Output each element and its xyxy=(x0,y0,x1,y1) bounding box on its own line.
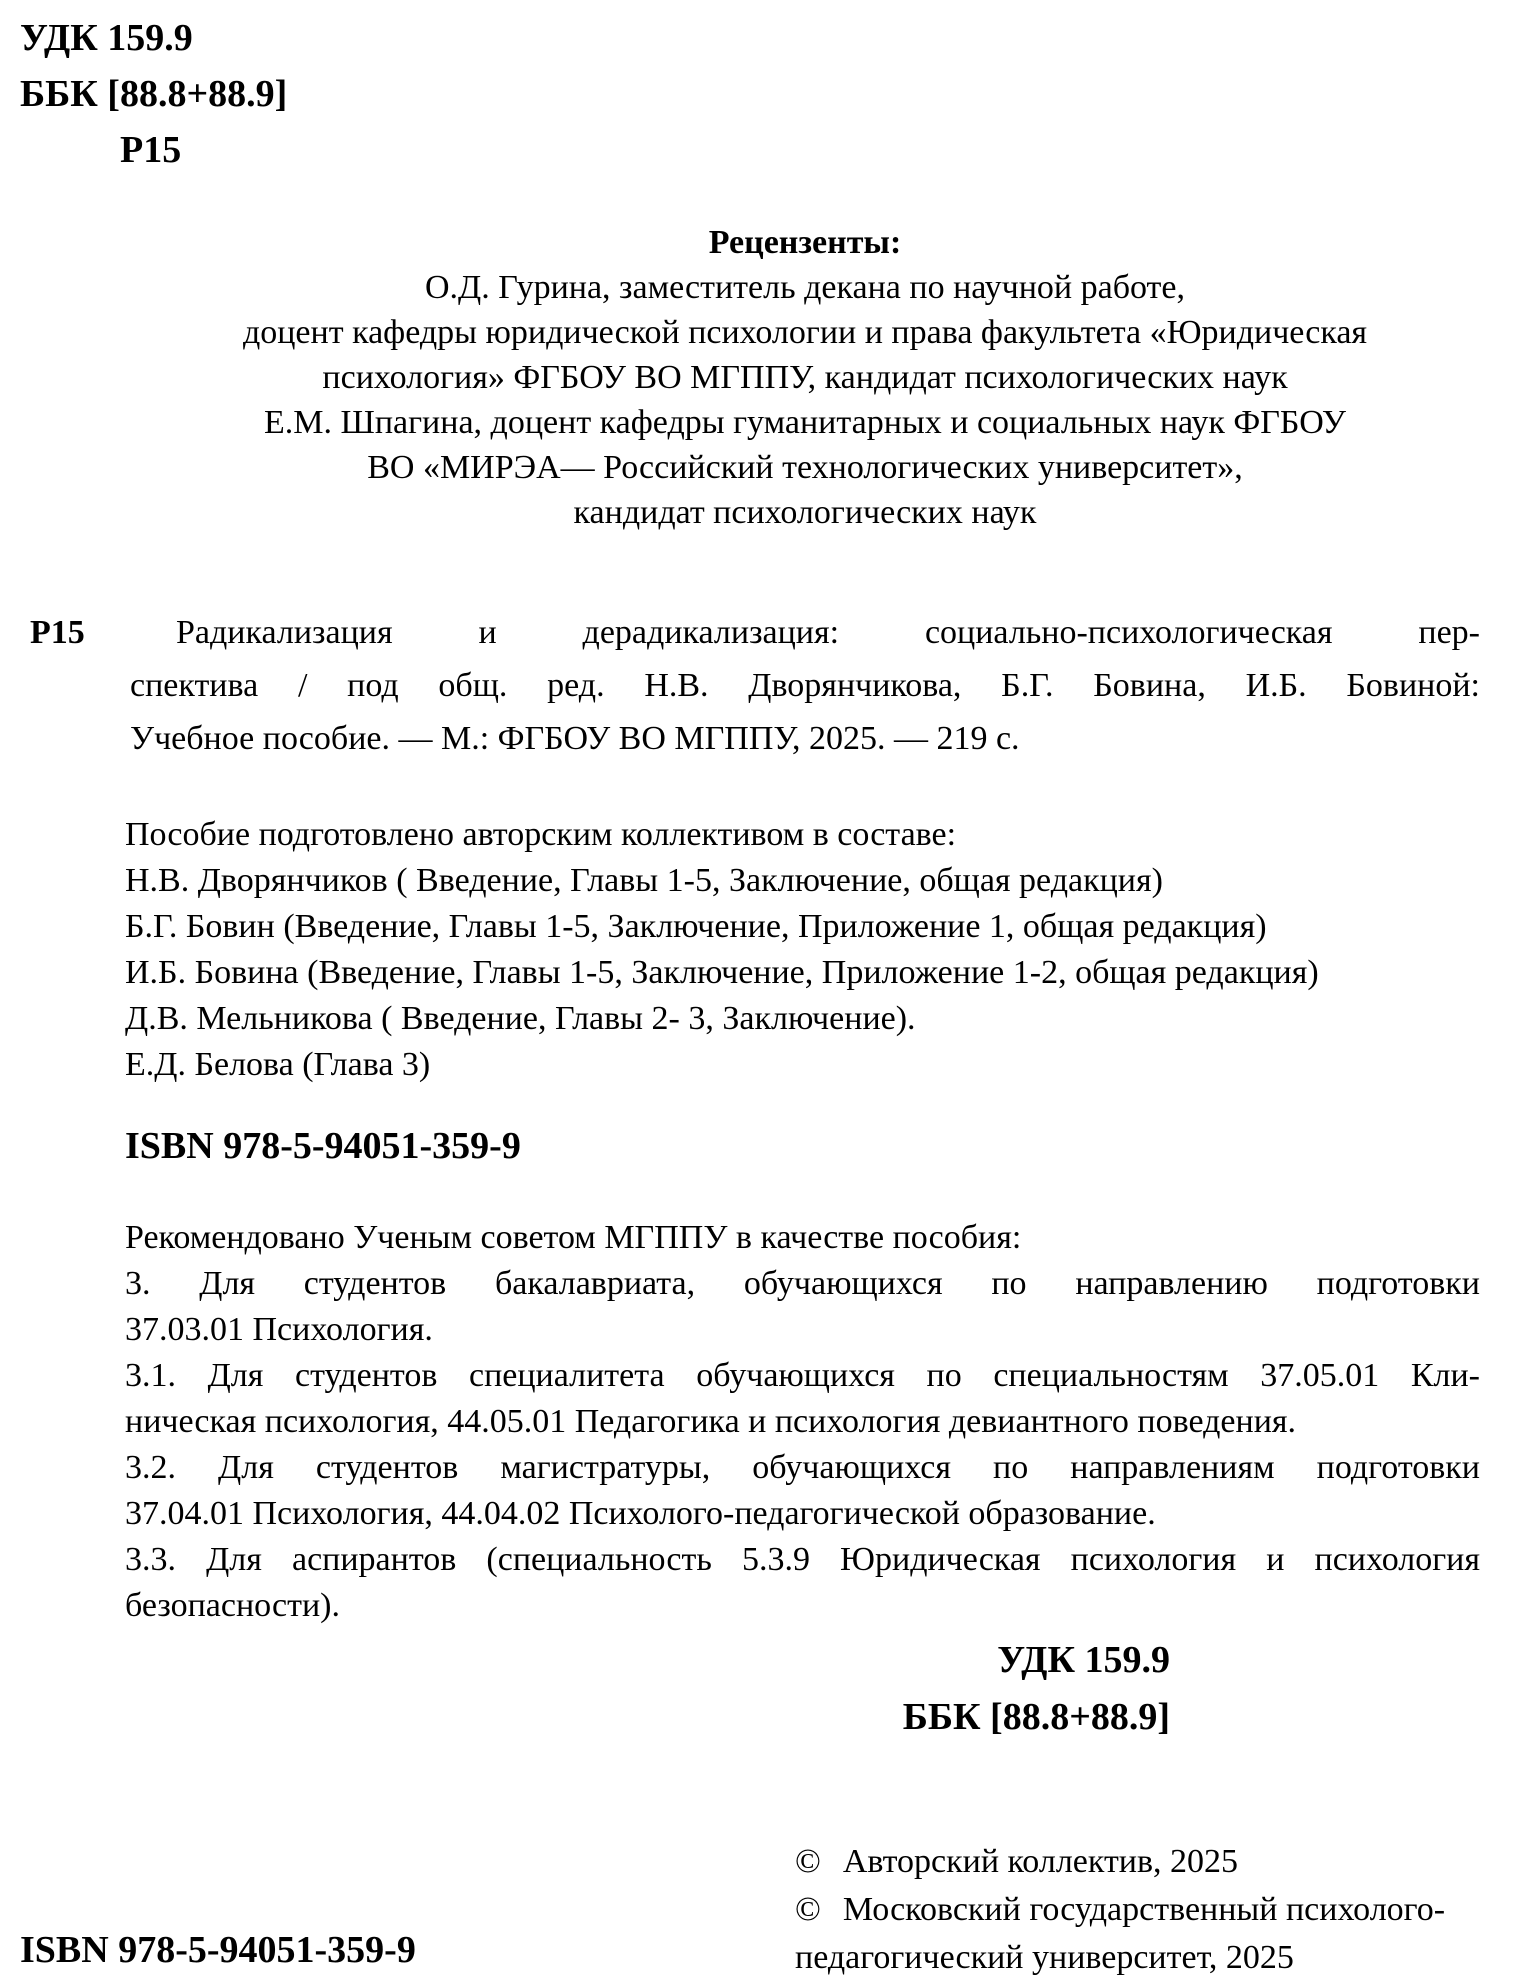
recommendation-line: ническая психология, 44.05.01 Педагогика и психология девиантного поведения. xyxy=(125,1403,1297,1440)
recommendation-line: 3.1. Для студентов специалитета обучающихся по специальностям 37.05.01 Кли- xyxy=(125,1357,1480,1394)
reviewer-line: доцент кафедры юридической психологии и права факультета «Юридическая xyxy=(242,314,1368,351)
recommendation-block xyxy=(125,1215,1480,1629)
copyright-holder: Московский государственный психолого- xyxy=(842,1891,1446,1928)
reviewer-line: кандидат психологических наук xyxy=(573,494,1037,531)
reviewers-heading: Рецензенты: xyxy=(708,224,902,261)
reviewers-block xyxy=(130,220,1480,535)
copyright-block xyxy=(795,1838,1495,1982)
catalog-line: Радикализация и дерадикализация: социально-психологическая пер- xyxy=(176,614,1480,651)
top-classification-block xyxy=(20,10,287,178)
recommendation-line: 3. Для студентов бакалавриата, обучающихся по направлению подготовки xyxy=(125,1265,1480,1302)
recommendation-line: 37.03.01 Психология. xyxy=(125,1311,433,1348)
authors-intro: Пособие подготовлено авторским коллективом в составе: xyxy=(125,816,957,853)
reviewer-line: Е.М. Шпагина, доцент кафедры гуманитарных и социальных наук ФГБОУ xyxy=(264,404,1346,441)
catalog-entry-text xyxy=(130,606,1480,765)
author-line: Д.В. Мельникова ( Введение, Главы 2- 3, Заключение). xyxy=(125,1000,916,1037)
recommendation-line: 3.3. Для аспирантов (специальность 5.3.9 Юридическая психология и психология xyxy=(125,1541,1480,1578)
authors-block xyxy=(125,812,1495,1088)
bottom-classification-block xyxy=(903,1632,1170,1746)
catalog-entry xyxy=(30,606,1486,765)
recommendation-line: 3.2. Для студентов магистратуры, обучающихся по направлениям подготовки xyxy=(125,1449,1480,1486)
udk-code-right: УДК 159.9 xyxy=(997,1639,1170,1681)
reviewer-line: О.Д. Гурина, заместитель декана по научной работе, xyxy=(424,269,1186,306)
recommendation-line: 37.04.01 Психология, 44.04.02 Психолого-педагогической образование. xyxy=(125,1495,1156,1532)
author-line: И.Б. Бовина (Введение, Главы 1-5, Заключение, Приложение 1-2, общая редакция) xyxy=(125,954,1319,991)
reviewer-line: психология» ФГБОУ ВО МГППУ, кандидат психологических наук xyxy=(322,359,1288,396)
recommendation-line: безопасности). xyxy=(125,1587,340,1624)
isbn-number: ISBN 978-5-94051-359-9 xyxy=(125,1125,521,1167)
copyright-symbol-icon: © xyxy=(795,1891,821,1928)
author-line: Е.Д. Белова (Глава 3) xyxy=(125,1046,431,1083)
copyright-line-continuation: педагогический университет, 2025 xyxy=(795,1939,1294,1976)
copyright-line xyxy=(795,1886,1495,1934)
copyright-line xyxy=(795,1838,1495,1886)
bbk-code: ББК [88.8+88.9] xyxy=(20,73,288,115)
isbn-number-bottom: ISBN 978-5-94051-359-9 xyxy=(20,1929,416,1971)
author-line: Н.В. Дворянчиков ( Введение, Главы 1-5, Заключение, общая редакция) xyxy=(125,862,1163,899)
author-mark: Р15 xyxy=(120,129,182,171)
catalog-author-mark: Р15 xyxy=(30,614,85,651)
catalog-line: Учебное пособие. — М.: ФГБОУ ВО МГППУ, 2025. — 219 с. xyxy=(130,720,1020,757)
author-line: Б.Г. Бовин (Введение, Главы 1-5, Заключение, Приложение 1, общая редакция) xyxy=(125,908,1267,945)
bbk-code-right: ББК [88.8+88.9] xyxy=(902,1696,1170,1738)
udk-code: УДК 159.9 xyxy=(20,17,193,59)
copyright-holder: Авторский коллектив, 2025 xyxy=(842,1843,1239,1880)
reviewer-line: ВО «МИРЭА— Российский технологических университет», xyxy=(367,449,1243,486)
copyright-symbol-icon: © xyxy=(795,1843,821,1880)
catalog-line: спектива / под общ. ред. Н.В. Дворянчикова, Б.Г. Бовина, И.Б. Бовиной: xyxy=(130,667,1480,704)
recommendation-intro: Рекомендовано Ученым советом МГППУ в качестве пособия: xyxy=(125,1219,1022,1256)
